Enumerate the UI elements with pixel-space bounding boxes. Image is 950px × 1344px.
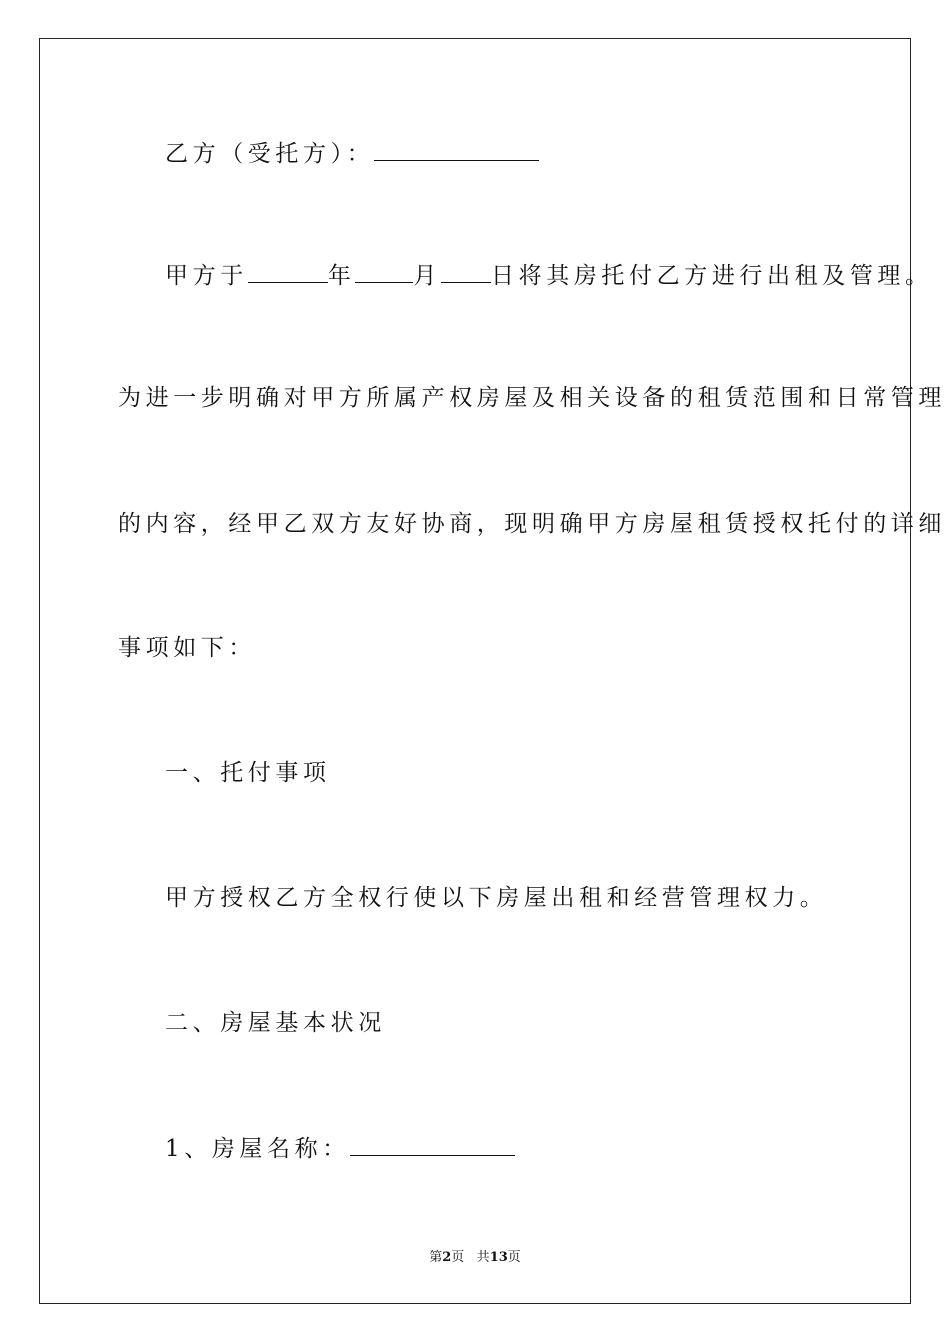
- section-1-body: 甲方授权乙方全权行使以下房屋出租和经营管理权力。: [165, 885, 828, 911]
- intro-text-2: 日将其房托付乙方进行出租及管理。: [491, 263, 933, 289]
- intro-line: [165, 260, 933, 291]
- day-blank: [441, 260, 491, 283]
- total-pages: 13: [489, 1250, 508, 1265]
- item-1-blank: [350, 1133, 515, 1156]
- month-label: 月: [413, 263, 442, 289]
- total-prefix: 共: [476, 1250, 490, 1265]
- page-suffix: 页: [451, 1250, 465, 1265]
- party-b-blank: [374, 138, 539, 161]
- party-b-line: [165, 138, 539, 169]
- page-footer: [0, 1246, 950, 1265]
- section-1-title: 一、托付事项: [165, 760, 331, 786]
- paragraph-line-2: 的内容，经甲乙双方友好协商，现明确甲方房屋租赁授权托付的详细: [118, 511, 946, 537]
- page-prefix: 第: [429, 1250, 443, 1265]
- paragraph-line-1: 为进一步明确对甲方所属产权房屋及相关设备的租赁范围和日常管理: [118, 385, 946, 411]
- section-2-title: 二、房屋基本状况: [165, 1010, 386, 1036]
- total-suffix: 页: [507, 1250, 521, 1265]
- party-b-label: 乙方（受托方）：: [165, 141, 375, 167]
- month-blank: [355, 260, 413, 283]
- item-1-label: 1、房屋名称：: [165, 1136, 350, 1162]
- page-border: [39, 38, 911, 1304]
- page-number: 2: [442, 1250, 452, 1265]
- item-1-line: [165, 1133, 515, 1164]
- year-label: 年: [327, 263, 356, 289]
- paragraph-line-3: 事项如下：: [118, 635, 256, 661]
- year-blank: [248, 260, 328, 283]
- intro-text-1: 甲方于: [165, 263, 248, 289]
